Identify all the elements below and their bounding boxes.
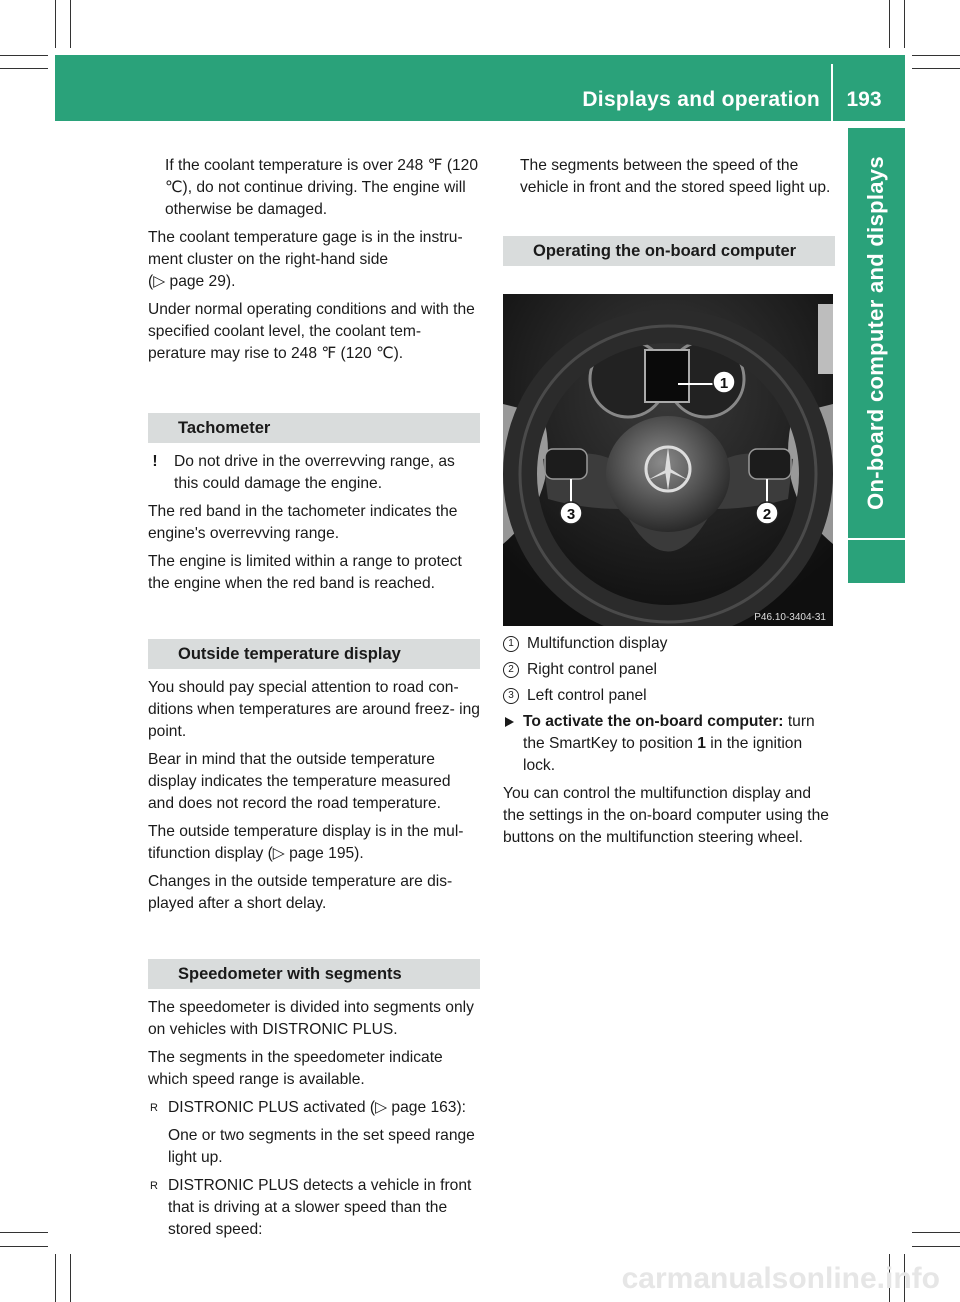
- crop-mark: [889, 0, 890, 48]
- caption-item: 1 Multifunction display: [503, 633, 835, 655]
- tachometer-paragraph: The engine is limited within a range to protect the engine when the red band is reached.: [148, 553, 462, 592]
- tachometer-warning: ! Do not drive in the overrevving range, as this could damage the engine.: [148, 451, 480, 495]
- figure-code: P46.10-3404-31: [754, 612, 826, 623]
- crop-mark: [0, 1246, 48, 1247]
- svg-text:3: 3: [566, 506, 576, 523]
- caption-number: 2: [503, 662, 519, 678]
- svg-text:1: 1: [719, 375, 729, 392]
- speedometer-heading: Speedometer with segments: [148, 959, 480, 989]
- callout-3: [560, 502, 582, 524]
- outside-temp-paragraph: Bear in mind that the outside temperature display indicates the temperature measured and does not record the road temperature.: [148, 751, 451, 812]
- callout-1: [713, 371, 735, 393]
- list-item: R DISTRONIC PLUS detects a vehicle in front that is driving at a slower speed than the stored speed:: [150, 1177, 472, 1238]
- crop-mark: [70, 1254, 71, 1302]
- list-item-detail: One or two segments in the set speed range light up.: [168, 1127, 475, 1166]
- caption-item: 2 Right control panel: [503, 659, 835, 681]
- outside-temp-paragraph: Changes in the outside temperature are dis- played after a short delay.: [148, 873, 453, 912]
- speedometer-paragraph: The segments in the speedometer indicate which speed range is available.: [148, 1049, 443, 1088]
- crop-mark: [70, 0, 71, 48]
- outside-temp-paragraph: The outside temperature display is in the mul- tifunction display (▷ page 195).: [148, 823, 464, 862]
- warning-icon: !: [152, 453, 158, 470]
- chapter-marker: [848, 540, 905, 583]
- coolant-gage-paragraph: The coolant temperature gage is in the instru- ment cluster on the right-hand side (▷ page 29).: [148, 229, 463, 290]
- segments-paragraph: The segments between the speed of the vehicle in front and the stored speed light up.: [520, 157, 831, 196]
- svg-text:2: 2: [762, 506, 772, 523]
- crop-mark: [0, 1232, 48, 1233]
- caption-number: 1: [503, 636, 519, 652]
- onboard-paragraph: You can control the multifunction display and the settings in the on-board computer using the buttons on the multifunction steering wheel.: [503, 785, 829, 846]
- page-reference-link[interactable]: (▷ page 29).: [148, 273, 236, 290]
- outside-temp-heading: Outside temperature display: [148, 639, 480, 669]
- watermark: carmanualsonline.info: [621, 1262, 940, 1295]
- crop-mark: [55, 1254, 56, 1302]
- speedometer-paragraph: The speedometer is divided into segments only on vehicles with DISTRONIC PLUS.: [148, 999, 474, 1038]
- section-title: Displays and operation: [582, 88, 820, 111]
- action-step: To activate the on-board computer: turn the SmartKey to position 1 in the ignition lock.: [503, 711, 835, 777]
- bullet-icon: R: [150, 1102, 158, 1114]
- action-arrow-icon: [505, 717, 514, 727]
- page-number: 193: [846, 88, 882, 111]
- tachometer-paragraph: The red band in the tachometer indicates the engine's overrevving range.: [148, 503, 458, 542]
- header-divider: [831, 64, 833, 121]
- coolant-warning-continued: If the coolant temperature is over 248 ℉ (120 ℃), do not continue driving. The engine will otherwise be damaged.: [165, 157, 479, 218]
- right-column: [503, 155, 835, 274]
- crop-mark: [0, 68, 48, 69]
- caption-number: 3: [503, 688, 519, 704]
- caption-item: 3 Left control panel: [503, 685, 835, 707]
- list-item: R DISTRONIC PLUS activated (▷ page 163):: [148, 1097, 480, 1119]
- steering-wheel-illustration: [503, 294, 833, 626]
- tachometer-heading: Tachometer: [148, 413, 480, 443]
- crop-mark: [912, 68, 960, 69]
- onboard-heading: Operating the on-board computer: [503, 236, 835, 266]
- right-column-lower: [503, 633, 835, 855]
- crop-mark: [904, 0, 905, 48]
- outside-temp-paragraph: You should pay special attention to road con- ditions when temperatures are around freez- ing point.: [148, 679, 480, 740]
- crop-mark: [912, 1246, 960, 1247]
- chapter-title: On-board computer and displays: [863, 156, 888, 510]
- coolant-normal-paragraph: Under normal operating conditions and with the specified coolant level, the coolant tem- perature may rise to 248 ℉ (120 ℃).: [148, 301, 475, 362]
- crop-mark: [912, 1232, 960, 1233]
- callout-2: [756, 502, 778, 524]
- bullet-icon: R: [150, 1180, 158, 1192]
- left-column: [148, 155, 480, 1247]
- crop-mark: [0, 55, 48, 56]
- crop-mark: [912, 55, 960, 56]
- steering-wheel-figure: [503, 294, 833, 626]
- crop-mark: [55, 0, 56, 48]
